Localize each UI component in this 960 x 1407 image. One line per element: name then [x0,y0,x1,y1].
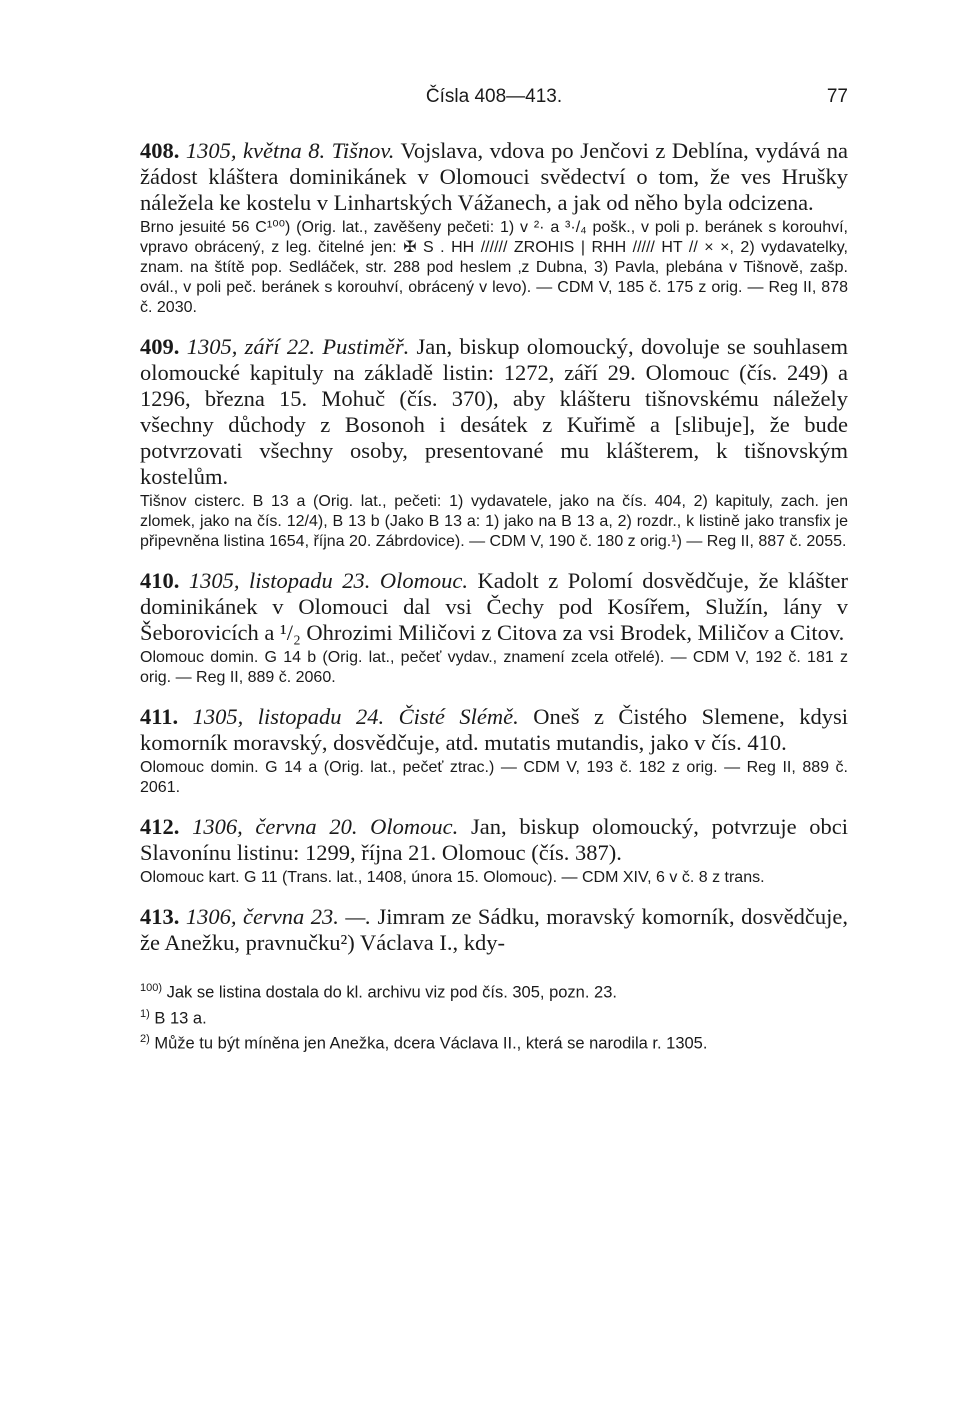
entry-number: 413. [140,904,180,929]
entry-text: Oneš z Čistého Slemene, kdysi komorník moravský, dosvědčuje, atd. mutatis mutandis, jako v čís. 410. [140,704,849,755]
running-head [140,86,848,116]
entry-date: 1305, května 8. Tišnov. [185,138,395,163]
entry-date: 1305, září 22. Pustiměř. [186,334,410,359]
entry-note: Olomouc kart. G 11 (Trans. lat., 1408, února 15. Olomouc). — CDM XIV, 6 v č. 8 z trans. [140,869,765,886]
entry-409 [140,334,848,552]
entry-number: 409. [140,334,180,359]
footnote-mark: 100) [140,982,163,994]
page-number: 77 [826,86,848,107]
entry-number: 411. [140,704,179,729]
footnote-text: Může tu být míněna jen Anežka, dcera Václava II., která se narodila r. 1305. [154,1034,708,1053]
entry-date: 1305, listopadu 23. Olomouc. [188,568,468,593]
footnote [140,1004,848,1030]
footnote-mark: 1) [140,1007,150,1020]
footnote [140,1029,848,1055]
entry-text: Vojslava, vdova po Jenčovi z Deblína, vydává na žádost kláštera dominikánek v Olomouci svědectví o tom, že ves Hrušky náležela ke kostelu v Linhartských Vážanech, a jak od něho byla odcizena. [140,138,849,215]
entry-number: 410. [140,568,180,593]
entry-408 [140,138,848,318]
entry-413 [140,904,848,956]
entry-410 [140,568,848,688]
entry-note: Olomouc domin. G 14 a (Orig. lat., pečeť ztrac.) — CDM V, 193 č. 182 z orig. — Reg II, 889 č. 2061. [140,759,848,796]
entry-text: Jimram ze Sádku, moravský komorník, dosvědčuje, že Anežku, pravnučku²) Václava I., kdy- [140,904,848,955]
entry-note: Brno jesuité 56 C¹⁰⁰) (Orig. lat., zavěšeny pečeti: 1) v ²· a ³·/₄ pošk., v poli p. beránek s korouhví, vpravo obrácený, z leg. čitelné jen: ✠ S . HH ////// ZROHIS | RHH ///// HT // × ×, 2) vydavatelky, znam. na štítě pop. Sedláček, str. 288 pod heslem ‚z Dubna, 3) Pavla, plebána v Tišnově, zašp. ovál., v poli peč. beránek s korouhví, obrácený v levo). — CDM V, 185 č. 175 z orig. — Reg II, 878 č. 2030. [140,219,848,316]
footnote-mark: 2) [140,1033,150,1045]
entry-412 [140,814,848,888]
entry-number: 412. [140,814,180,839]
footnote-text: B 13 a. [154,1009,207,1027]
entry-date: 1306, června 20. Olomouc. [192,814,459,839]
footnotes [140,978,848,1055]
entry-note: Tišnov cisterc. B 13 a (Orig. lat., pečeti: 1) vydavatele, jako na čís. 404, 2) kapituly, zach. jen zlomek, jako na čís. 12/4), B 13 b (Jako B 13 a: 1) jako na B 13 a, 2) rozdr., k listině jako transfix je připevněna listina 1654, října 20. Zábrdovice). — CDM V, 190 č. 180 z orig.¹) — Reg II, 887 č. 2055. [140,493,848,550]
entry-text: Jan, biskup olomoucký, potvrzuje obci Slavonínu listinu: 1299, října 21. Olomouc (čís. 387). [140,814,849,865]
entry-411 [140,704,848,798]
entry-text: Kadolt z Polomí dosvědčuje, že klášter dominikánek v Olomouci dal vsi Čechy pod Kosířem, Služín, lány v Šeborovicích a ¹/₂ Ohrozimi Miličovi z Citova za vsi Brodek, Miličov a Citov. [140,568,849,645]
footnote [140,978,848,1004]
entry-note: Olomouc domin. G 14 b (Orig. lat., pečeť vydav., znamení zcela otřelé). — CDM V, 192 č. 181 z orig. — Reg II, 889 č. 2060. [140,649,848,686]
footnote-text: Jak se listina dostala do kl. archivu viz pod čís. 305, pozn. 23. [166,983,617,1002]
entry-date: 1305, listopadu 24. Čisté Slémě. [192,704,519,729]
entry-number: 408. [140,138,180,163]
entry-date: 1306, června 23. —. [185,904,371,929]
entry-text: Jan, biskup olomoucký, dovoluje se souhlasem olomoucké kapituly na základě listin: 1272, září 29. Olomouc (čís. 249) a 1296, března 15. Mohuč (čís. 370), aby klášteru tišnovskému náležely všechny důchody z Bosonoh i desátek z Kuřimě a [slibuje], že bude potvrzovati všechny osoby, presentované mu klášterem, k tišnovským kostelům. [140,334,849,489]
running-title: Čísla 408—413. [425,86,563,107]
